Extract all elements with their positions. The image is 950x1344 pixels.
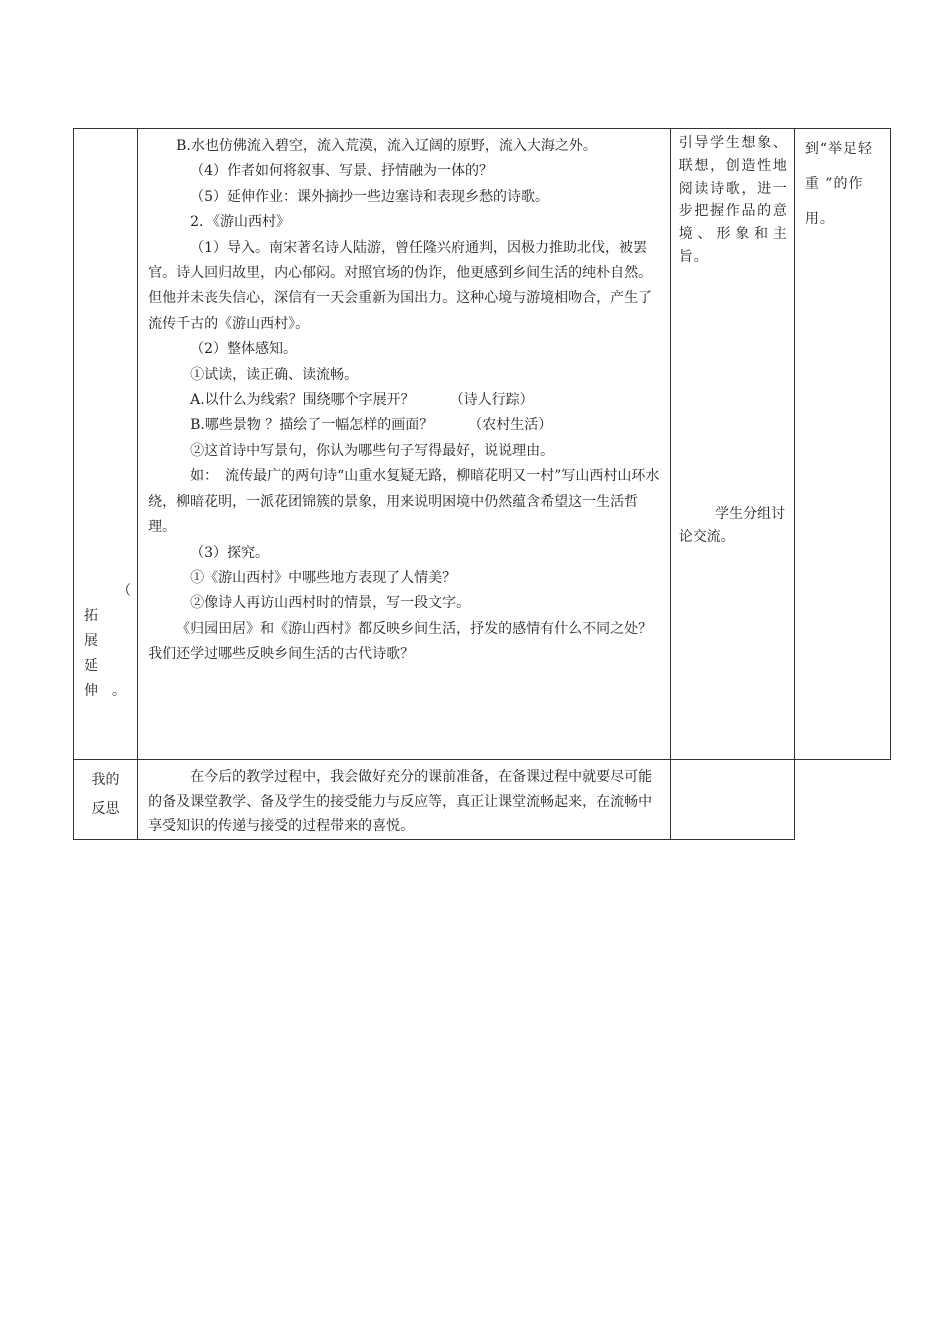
content-paragraph: 《归园田居》和《游山西村》都反映乡间生活，抒发的感情有什么不同之处？我们还学过哪些反映乡间生活的古代诗歌？: [148, 620, 653, 663]
section-label-paren: （: [117, 583, 132, 599]
group-discussion-text: 学生分组讨论交流。: [678, 505, 786, 545]
reflection-label-cell: [74, 760, 138, 840]
extension-row: [74, 129, 891, 760]
reflection-content-cell: [138, 760, 671, 840]
design-intent-text: 到“举足轻重 ”的作用。: [804, 141, 874, 227]
content-line: ①试读，读正确、读流畅。: [190, 366, 359, 383]
content-line: B.水也仿佛流入碧空，流入荒漠，流入辽阔的原野，流入大海之外。: [176, 138, 597, 154]
reflection-label-line2: 反思: [91, 801, 120, 817]
content-line: ①《游山西村》中哪些地方表现了人情美？: [190, 569, 457, 586]
student-activity-text: 引导学生想象、联想，创造性地阅读诗歌，进一步把握作品的意境、形象和主旨。: [678, 135, 788, 265]
content-paragraph: 如： 流传最广的两句诗“山重水复疑无路，柳暗花明又一村”写山西村山环水绕，柳暗花明，一派花团锦簇的景象，用来说明困境中仍然蕴含希望这一生活哲理。: [148, 468, 660, 536]
content-paragraph: （1）导入。南宋著名诗人陆游，曾任隆兴府通判，因极力推助北伐，被罢官。诗人回归故里，内心郁闷。对照官场的伪诈，他更感到乡间生活的纯朴自然。但他并未丧失信心，深信有一天会重新为国出力。这种心境与游境相吻合，产生了流传千古的《游山西村》。: [148, 239, 653, 332]
teaching-content-cell: [138, 129, 671, 760]
section-label-line3: 伸。: [84, 683, 140, 699]
content-line: （4）作者如何将叙事、写景、抒情融为一体的？: [190, 163, 493, 180]
content-line: ②这首诗中写景句，你认为哪些句子写得最好，说说理由。: [190, 442, 555, 459]
content-line: （3）探究。: [190, 544, 269, 561]
section-label-line2: 延: [84, 658, 112, 674]
student-activity-cell: [670, 129, 794, 760]
reflection-empty-cell: [670, 760, 794, 840]
content-line: A.以什么为线索？围绕哪个字展开？ （诗人行踪）: [190, 392, 534, 409]
reflection-text: 在今后的教学过程中，我会做好充分的课前准备，在备课过程中就要尽可能的备及课堂教学、备及学生的接受能力与反应等，真正让课堂流畅起来，在流畅中享受知识的传递与接受的过程带来的喜悦。: [148, 769, 653, 834]
content-line: B.哪些景物 ？描绘了一幅怎样的画面？ （农村生活）: [190, 417, 553, 434]
lesson-plan-table: [73, 128, 891, 840]
content-line: ②像诗人再访山西村时的情景，写一段文字。: [190, 595, 471, 612]
design-intent-cell: [794, 129, 890, 760]
section-label-line1: 拓 展: [84, 608, 112, 649]
reflection-label-line1: 我的: [91, 772, 120, 788]
content-line: （2）整体感知。: [190, 341, 297, 358]
reflection-row: [74, 760, 891, 840]
content-line: （5）延伸作业：课外摘抄一些边塞诗和表现乡愁的诗歌。: [190, 188, 549, 205]
reflection-blank-area: [794, 760, 890, 840]
content-heading: 2．《游山西村》: [190, 214, 290, 231]
section-label-cell: [74, 129, 138, 760]
student-activity-text-2: [671, 503, 794, 549]
